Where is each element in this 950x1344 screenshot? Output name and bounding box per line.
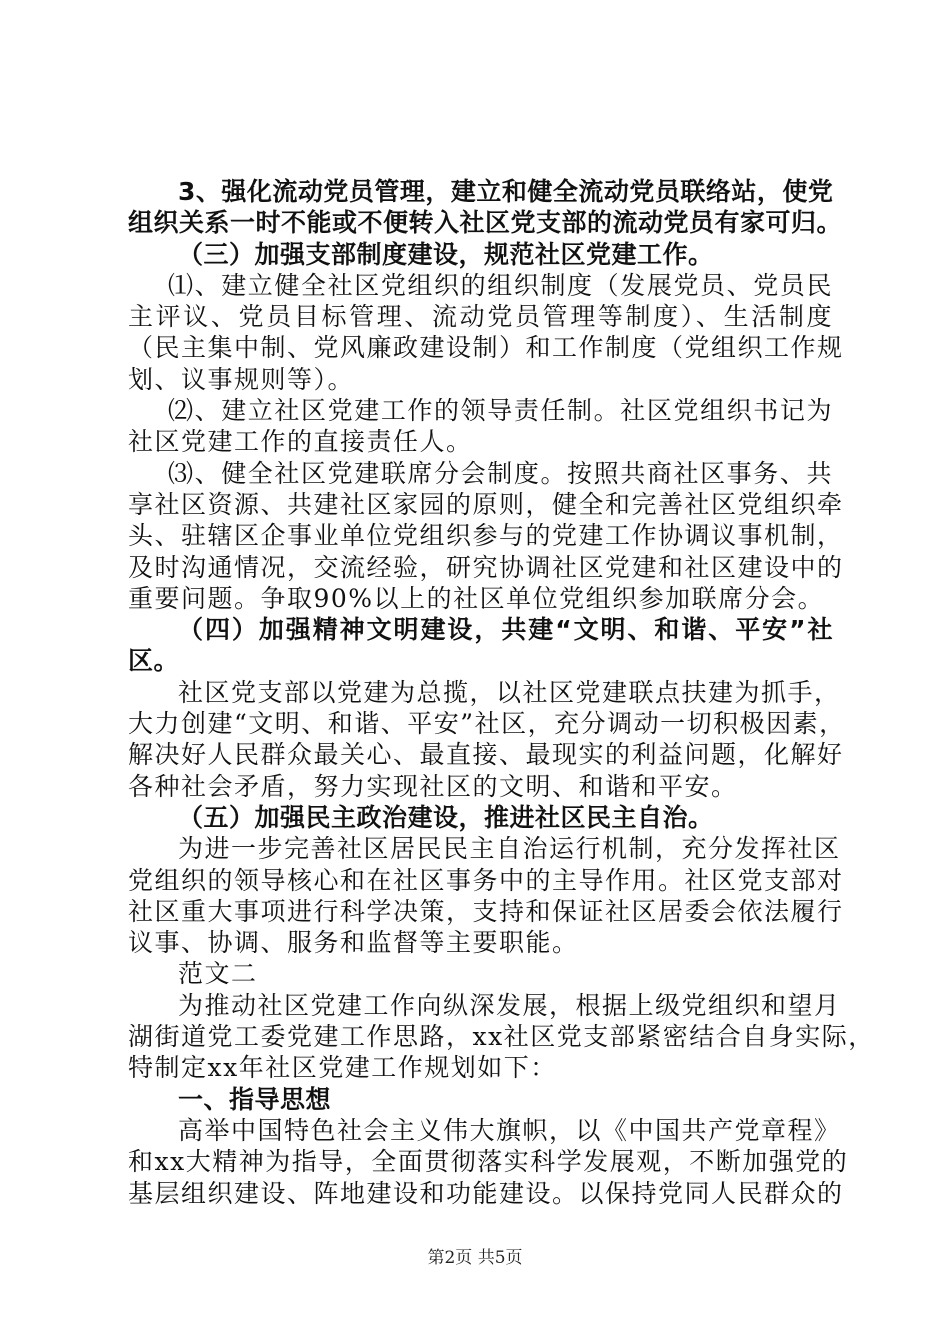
paragraph-line: 特制定xx年社区党建工作规划如下： (128, 1053, 557, 1083)
paragraph-line: 享社区资源、共建社区家园的原则，健全和完善社区党组织牵 (128, 489, 844, 519)
paragraph-line: 议事、协调、服务和监督等主要职能。 (128, 928, 579, 958)
section-heading: 范文二 (178, 959, 258, 989)
paragraph-line: 社区党支部以党建为总揽，以社区党建联点扶建为抓手， (178, 677, 841, 707)
paragraph-line: 为推动社区党建工作向纵深发展，根据上级党组织和望月 (178, 990, 841, 1020)
paragraph-line: 各种社会矛盾，努力实现社区的文明、和谐和平安。 (128, 771, 738, 801)
paragraph-line: 党组织的领导核心和在社区事务中的主导作用。社区党支部对 (128, 865, 844, 895)
paragraph-line: 为进一步完善社区居民民主自治运行机制，充分发挥社区 (178, 834, 841, 864)
paragraph-line: 组织关系一时不能或不便转入社区党支部的流动党员有家可归。 (128, 208, 843, 238)
section-heading: （三）加强支部制度建设，规范社区党建工作。 (178, 239, 714, 269)
paragraph-line: 和xx大精神为指导，全面贯彻落实科学发展观，不断加强党的 (128, 1147, 849, 1177)
page-footer: 第2页 共5页 (427, 1248, 523, 1268)
paragraph-line: 基层组织建设、阵地建设和功能建设。以保持党同人民群众的 (128, 1178, 844, 1208)
paragraph-line: 3、强化流动党员管理，建立和健全流动党员联络站，使党 (178, 177, 834, 206)
section-heading: 区。 (128, 646, 180, 676)
paragraph-line: 及时沟通情况，交流经验，研究协调社区党建和社区建设中的 (128, 552, 844, 582)
document-body (128, 176, 875, 1209)
paragraph-line: 划、议事规则等）。 (128, 364, 355, 394)
paragraph-line: 社区重大事项进行科学决策，支持和保证社区居委会依法履行 (128, 896, 844, 926)
paragraph-line: ⑴、建立健全社区党组织的组织制度（发展党员、党员民 (168, 270, 833, 300)
paragraph-line: ⑶、健全社区党建联席分会制度。按照共商社区事务、共 (168, 458, 833, 488)
paragraph-line: 重要问题。争取90%以上的社区单位党组织参加联席分会。 (128, 583, 825, 613)
section-heading: （四）加强精神文明建设，共建“文明、和谐、平安”社 (178, 615, 833, 645)
paragraph-line: 湖街道党工委党建工作思路，xx社区党支部紧密结合自身实际， (128, 1022, 875, 1052)
paragraph-line: 头、驻辖区企事业单位党组织参与的党建工作协调议事机制， (128, 521, 844, 551)
section-heading: 一、指导思想 (178, 1084, 332, 1114)
paragraph-line: 解决好人民群众最关心、最直接、最现实的利益问题，化解好 (128, 740, 844, 770)
section-heading: （五）加强民主政治建设，推进社区民主自治。 (178, 802, 714, 832)
paragraph-line: 社区党建工作的直接责任人。 (128, 427, 473, 457)
paragraph-line: ⑵、建立社区党建工作的领导责任制。社区党组织书记为 (168, 396, 833, 426)
paragraph-line: 高举中国特色社会主义伟大旗帜，以《中国共产党章程》 (178, 1115, 841, 1145)
paragraph-line: （民主集中制、党风廉政建设制）和工作制度（党组织工作规 (128, 333, 844, 363)
paragraph-line: 主评议、党员目标管理、流动党员管理等制度）、生活制度 (128, 302, 833, 332)
paragraph-line: 大力创建“文明、和谐、平安”社区，充分调动一切积极因素， (128, 709, 846, 739)
